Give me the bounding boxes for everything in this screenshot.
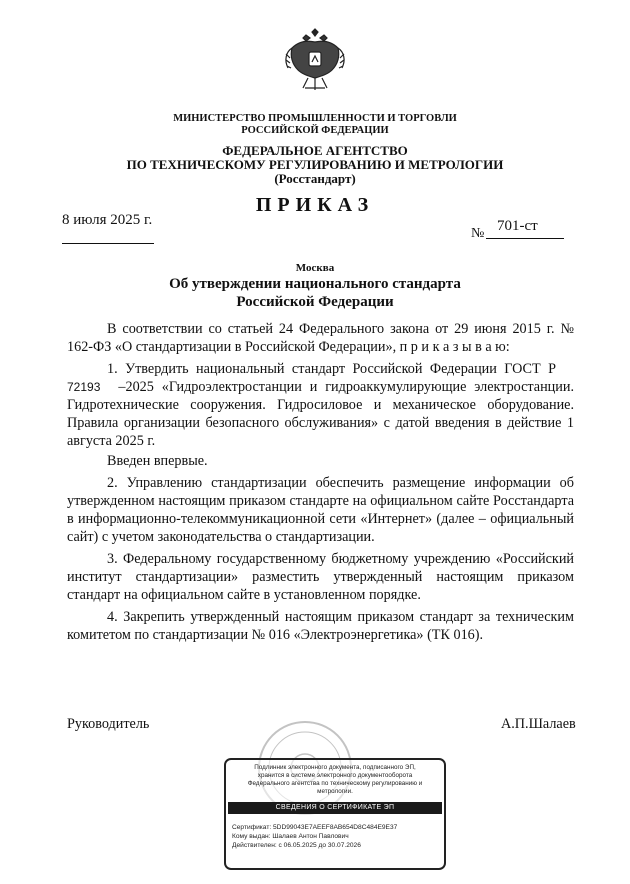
agency-line-1: ФЕДЕРАЛЬНОЕ АГЕНТСТВО: [222, 143, 408, 158]
ministry-line-1: МИНИСТЕРСТВО ПРОМЫШЛЕННОСТИ И ТОРГОВЛИ: [173, 113, 457, 124]
ministry-line-2: РОССИЙСКОЙ ФЕДЕРАЦИИ: [241, 125, 389, 136]
item-1-rest: –2025 «Гидроэлектростанции и гидроаккумулирующие электростанции. Гидротехнические сооружения. Гидросиловое и механическое оборудование. Правила организации безопасного обслуживания» с датой введения в действие 1 августа 2025 г.: [67, 379, 574, 449]
paragraph-item-3: 3. Федеральному государственному бюджетному учреждению «Российский институт стандартизации» разместить утвержденный настоящим приказом стандарт на официальном сайте в установленном порядке.: [67, 551, 574, 603]
paragraph-item-1: [67, 360, 574, 450]
number-underline: [486, 238, 564, 239]
signatory-position: Руководитель: [67, 716, 150, 732]
certificate-owner-row: [232, 833, 349, 841]
signatory-name: А.П.Шалаев: [501, 716, 576, 732]
certificate-owner-value: Шалаев Антон Павлович: [272, 833, 349, 840]
certificate-validity-label: Действителен:: [232, 842, 277, 849]
certificate-heading: СВЕДЕНИЯ О СЕРТИФИКАТЕ ЭП: [228, 802, 442, 814]
certificate-validity-row: [232, 842, 361, 850]
double-headed-eagle-emblem-icon: [280, 26, 350, 96]
paragraph-item-2: 2. Управлению стандартизации обеспечить размещение информации об утвержденном настоящим приказом стандарте на официальном сайте Росстандарта в информационно-телекоммуникационной сети «Интернет» (далее – официальный сайт) с учетом законодательства о стандартизации.: [67, 475, 574, 545]
subject-line-1: Об утверждении национального стандарта: [169, 276, 461, 292]
number-sign: №: [471, 226, 485, 241]
certificate-owner-label: Кому выдан:: [232, 833, 271, 840]
subject-line-2: Российской Федерации: [236, 294, 394, 310]
agency-name: [0, 144, 630, 186]
paragraph-item-4: 4. Закрепить утвержденный настоящим приказом стандарт за техническим комитетом по стандартизации № 016 «Электроэнергетика» (ТК 016).: [67, 609, 574, 643]
stamp-notice-line-3: Федерального агентства по техническому регулированию и: [247, 780, 423, 787]
order-subject: [0, 275, 630, 311]
certificate-serial-label: Сертификат:: [232, 824, 272, 831]
item-1-prefix: 1. Утвердить национальный стандарт Российской Федерации ГОСТ Р: [107, 361, 556, 377]
certificate-serial-value: 5DD99043E7AEEF8AB654D8C484E9E37: [273, 824, 398, 831]
agency-line-3: (Росстандарт): [274, 171, 356, 186]
agency-line-2: ПО ТЕХНИЧЕСКОМУ РЕГУЛИРОВАНИЮ И МЕТРОЛОГИИ: [126, 157, 504, 172]
stamp-notice-line-1: Подлинник электронного документа, подписанного ЭП,: [254, 764, 416, 771]
order-number: 701-ст: [497, 218, 538, 234]
electronic-signature-stamp: [224, 758, 446, 870]
order-city: Москва: [295, 262, 335, 274]
gost-number: 72193: [67, 380, 101, 394]
document-title: ПРИКАЗ: [255, 194, 375, 216]
certificate-validity-value: с 06.05.2025 до 30.07.2026: [278, 842, 361, 849]
paragraph-preamble: В соответствии со статьей 24 Федерального закона от 29 июня 2015 г. № 162-ФЗ «О стандартизации в Российской Федерации», п р и к а з ы в а ю:: [67, 321, 574, 355]
certificate-serial-row: [232, 824, 397, 832]
stamp-notice-line-4: метрологии.: [317, 788, 353, 795]
stamp-notice-line-2: хранится в системе электронного документооборота: [257, 772, 413, 779]
order-body: [67, 320, 574, 648]
order-date: 8 июля 2025 г.: [62, 212, 153, 228]
paragraph-first-introduced: Введен впервые.: [107, 453, 208, 469]
stamp-notice: [230, 764, 440, 796]
date-underline: [62, 243, 154, 244]
ministry-name: [0, 113, 630, 137]
